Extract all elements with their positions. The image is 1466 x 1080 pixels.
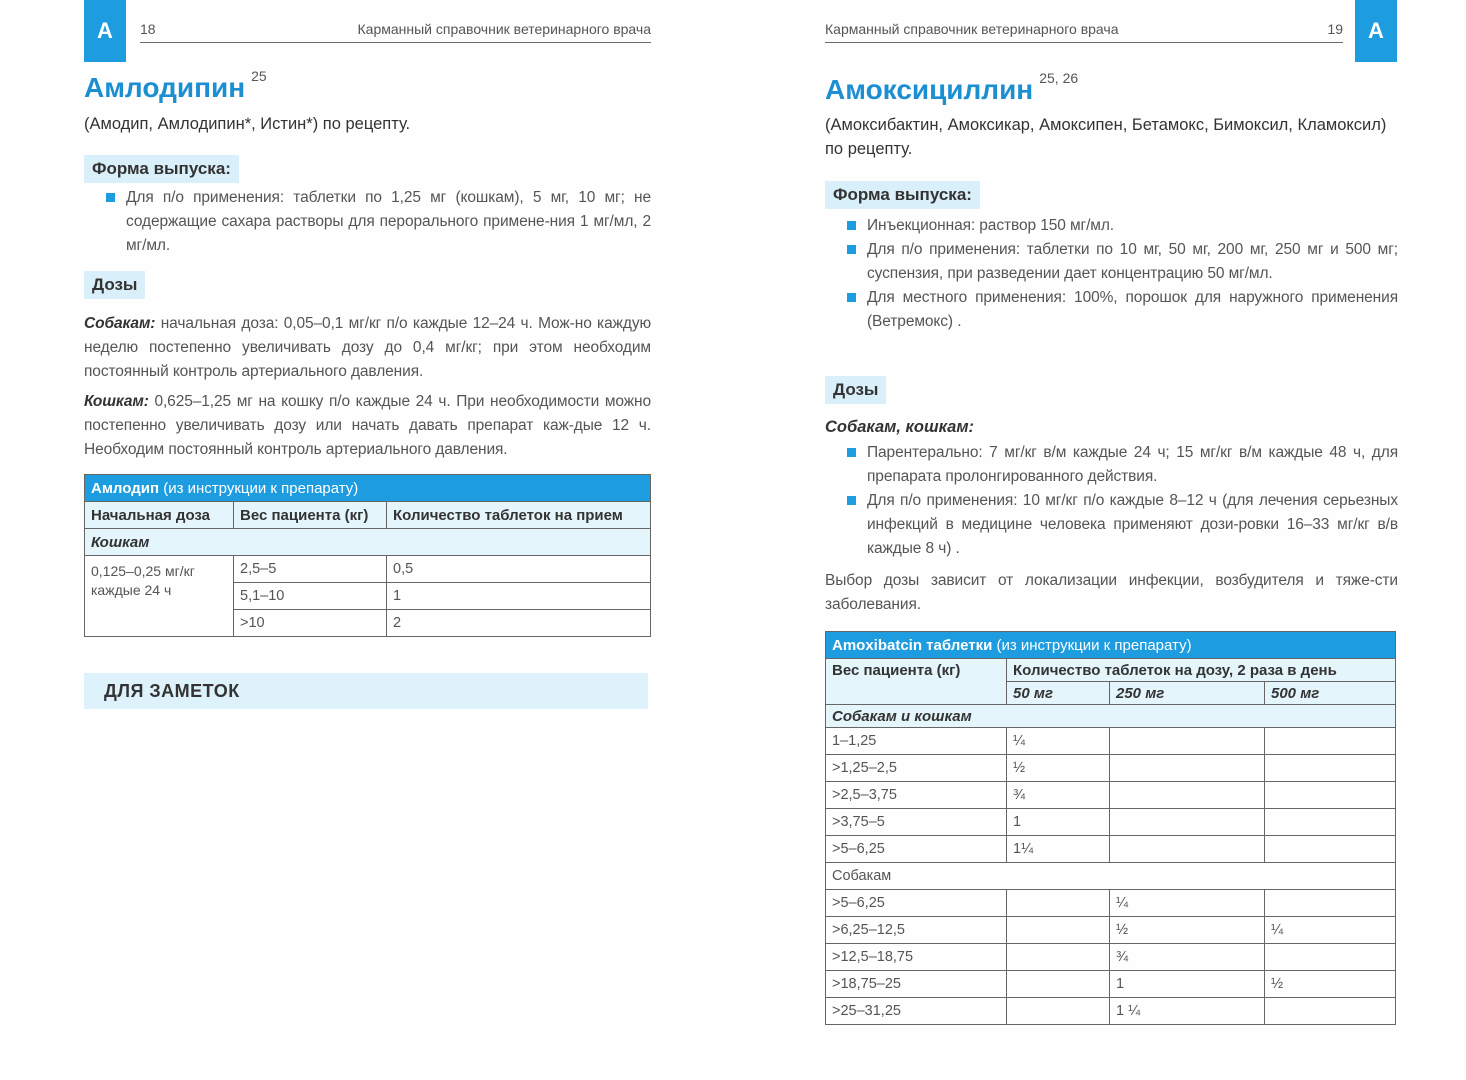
form-heading: Форма выпуска: (825, 181, 980, 209)
cell: ¼ (1265, 917, 1396, 944)
cell: >25–31,25 (826, 998, 1007, 1025)
form-heading: Форма выпуска: (84, 155, 239, 183)
cell: >3,75–5 (826, 809, 1007, 836)
subheader-cell: 500 мг (1265, 682, 1396, 705)
table-row (826, 755, 1396, 782)
dose-note: Выбор дозы зависит от локализации инфекции, возбудителя и тяже-сти заболевания. (825, 572, 1398, 613)
form-list (847, 214, 1398, 334)
cell: ¼ (1110, 890, 1265, 917)
running-head (825, 16, 1343, 43)
table-row (826, 944, 1396, 971)
cell: 1–1,25 (826, 728, 1007, 755)
list-item-text: Инъекционная: раствор 150 мг/мл. (867, 217, 1114, 234)
caption-rest: (из инструкции к препарату) (159, 479, 359, 497)
cell: >1,25–2,5 (826, 755, 1007, 782)
caption-rest: (из инструкции к препарату) (992, 636, 1192, 654)
header-cell: Начальная доза (85, 502, 234, 529)
bullet-icon (847, 448, 856, 457)
dose-cell: 0,125–0,25 мг/кг каждые 24 ч (85, 556, 234, 637)
cell (1265, 809, 1396, 836)
page-number: 19 (1327, 21, 1343, 37)
dose-list (847, 441, 1398, 561)
cell (1007, 917, 1110, 944)
list-item (847, 286, 1398, 334)
weight-cell: 5,1–10 (234, 583, 387, 610)
drug-title-text: Амоксициллин (825, 74, 1034, 105)
cell: 1¼ (1007, 836, 1110, 863)
header-cell: Количество таблеток на дозу, 2 раза в день (1007, 659, 1396, 682)
cell (1265, 836, 1396, 863)
bullet-icon (847, 245, 856, 254)
cell (1007, 890, 1110, 917)
amlodip-table (84, 474, 651, 637)
cell (1110, 755, 1265, 782)
dose-label: Собакам: (84, 315, 156, 332)
cell (1265, 944, 1396, 971)
cell (1265, 728, 1396, 755)
cell: ¼ (1007, 728, 1110, 755)
dose-cats (84, 390, 651, 462)
caption-bold: Amoxibatcin таблетки (832, 636, 993, 654)
table-row (85, 556, 651, 583)
table-header (826, 659, 1396, 682)
cell: ¾ (1110, 944, 1265, 971)
drug-title (825, 70, 1079, 106)
drug-title (84, 68, 267, 104)
letter-tab: А (1355, 0, 1397, 62)
table-header (85, 502, 651, 529)
header-cell: Количество таблеток на прием (387, 502, 651, 529)
synonyms: (Амодип, Амлодипин*, Истин*) по рецепту. (84, 115, 411, 133)
cell: 1 (1007, 809, 1110, 836)
table-caption (826, 632, 1396, 659)
table-row (826, 782, 1396, 809)
weight-cell: 2,5–5 (234, 556, 387, 583)
cell: >12,5–18,75 (826, 944, 1007, 971)
cell: ¾ (1007, 782, 1110, 809)
dose-label: Кошкам: (84, 393, 149, 410)
bullet-icon (847, 293, 856, 302)
synonyms: (Амоксибактин, Амоксикар, Амоксипен, Бетамокс, Бимоксил, Кламоксил) по рецепту. (825, 116, 1387, 158)
cell: 1 ¼ (1110, 998, 1265, 1025)
cell: ½ (1265, 971, 1396, 998)
cell (1110, 836, 1265, 863)
cell: >5–6,25 (826, 890, 1007, 917)
cell (1265, 998, 1396, 1025)
cell: ½ (1110, 917, 1265, 944)
caption-bold: Амлодип (91, 479, 160, 497)
count-cell: 2 (387, 610, 651, 637)
amoxibatcin-table (825, 631, 1396, 1025)
table-caption (85, 475, 651, 502)
count-cell: 0,5 (387, 556, 651, 583)
bullet-icon (106, 193, 115, 202)
list-item (106, 186, 651, 258)
running-head (140, 16, 651, 43)
drug-title-text: Амлодипин (84, 72, 246, 103)
list-item (847, 214, 1398, 238)
weight-cell: >10 (234, 610, 387, 637)
cell: >2,5–3,75 (826, 782, 1007, 809)
list-item-text: Парентерально: 7 мг/кг в/м каждые 24 ч; 15 мг/кг в/м каждые 48 ч, для препарата пролонгированного действия. (867, 444, 1398, 485)
cell: >5–6,25 (826, 836, 1007, 863)
list-item (847, 489, 1398, 561)
header-cell: Вес пациента (кг) (826, 659, 1007, 705)
dose-text: 0,625–1,25 мг на кошку п/о каждые 24 ч. При необходимости можно постепенно увеличивать дозу или начать давать препарат каж-дые 12 ч. Необходим постоянный контроль артериального давления. (84, 393, 651, 458)
group-cell: Собакам и кошкам (826, 705, 1396, 728)
table-row (826, 836, 1396, 863)
table-group-row (826, 863, 1396, 890)
cell (1007, 971, 1110, 998)
subheader-cell: 50 мг (1007, 682, 1110, 705)
cell: 1 (1110, 971, 1265, 998)
bullet-icon (847, 496, 856, 505)
table-row (826, 998, 1396, 1025)
cell (1007, 998, 1110, 1025)
dose-dogs (84, 312, 651, 384)
cell (1265, 890, 1396, 917)
list-item-text: Для п/о применения: таблетки по 10 мг, 50 мг, 200 мг, 250 мг и 500 мг; суспензия, при разведении дает концентрацию 50 мг/мл. (867, 241, 1398, 282)
bullet-icon (847, 221, 856, 230)
cell: >6,25–12,5 (826, 917, 1007, 944)
cell (1110, 728, 1265, 755)
header-cell: Вес пациента (кг) (234, 502, 387, 529)
list-item-text: Для п/о применения: 10 мг/кг п/о каждые 8–12 ч (для лечения серьезных инфекций в медицине человека применяют дози-ровки 16–33 мг/кг в/в каждые 8 ч) . (867, 492, 1398, 557)
right-page (733, 0, 1466, 1080)
table-group-row (85, 529, 651, 556)
list-item-text: Для местного применения: 100%, порошок для наружного применения (Ветремокс) . (867, 289, 1398, 330)
book-title: Карманный справочник ветеринарного врача (825, 21, 1119, 37)
cell: >18,75–25 (826, 971, 1007, 998)
table-group-row (826, 705, 1396, 728)
cell (1110, 782, 1265, 809)
group-cell: Собакам (826, 863, 1396, 890)
list-item (847, 441, 1398, 489)
form-list (106, 186, 651, 258)
cell (1007, 944, 1110, 971)
notes-heading: ДЛЯ ЗАМЕТОК (84, 673, 648, 709)
doses-heading: Дозы (825, 376, 886, 404)
table-row (826, 917, 1396, 944)
dose-text: начальная доза: 0,05–0,1 мг/кг п/о каждые 12–24 ч. Мож-но каждую неделю постепенно увеличивать дозу до 0,4 мг/кг; при этом необходим постоянный контроль артериального давления. (84, 315, 651, 380)
table-row (826, 728, 1396, 755)
title-refs: 25, 26 (1039, 70, 1079, 86)
list-item-text: Для п/о применения: таблетки по 1,25 мг (кошкам), 5 мг, 10 мг; не содержащие сахара растворы для перорального примене-ния 1 мг/мл, 2 мг/мл. (126, 189, 651, 254)
page-number: 18 (140, 21, 156, 37)
subheader-cell: 250 мг (1110, 682, 1265, 705)
cell (1265, 782, 1396, 809)
list-item (847, 238, 1398, 286)
cell (1110, 809, 1265, 836)
cell: ½ (1007, 755, 1110, 782)
table-row (826, 890, 1396, 917)
table-row (826, 971, 1396, 998)
cell (1265, 755, 1396, 782)
caption-cell (826, 632, 1396, 659)
doses-heading: Дозы (84, 271, 145, 299)
letter-tab: А (84, 0, 126, 62)
count-cell: 1 (387, 583, 651, 610)
caption-cell (85, 475, 651, 502)
table-row (826, 809, 1396, 836)
species-heading: Собакам, кошкам: (825, 418, 975, 436)
book-title: Карманный справочник ветеринарного врача (357, 21, 651, 37)
group-cell: Кошкам (85, 529, 651, 556)
title-refs: 25 (251, 68, 267, 84)
